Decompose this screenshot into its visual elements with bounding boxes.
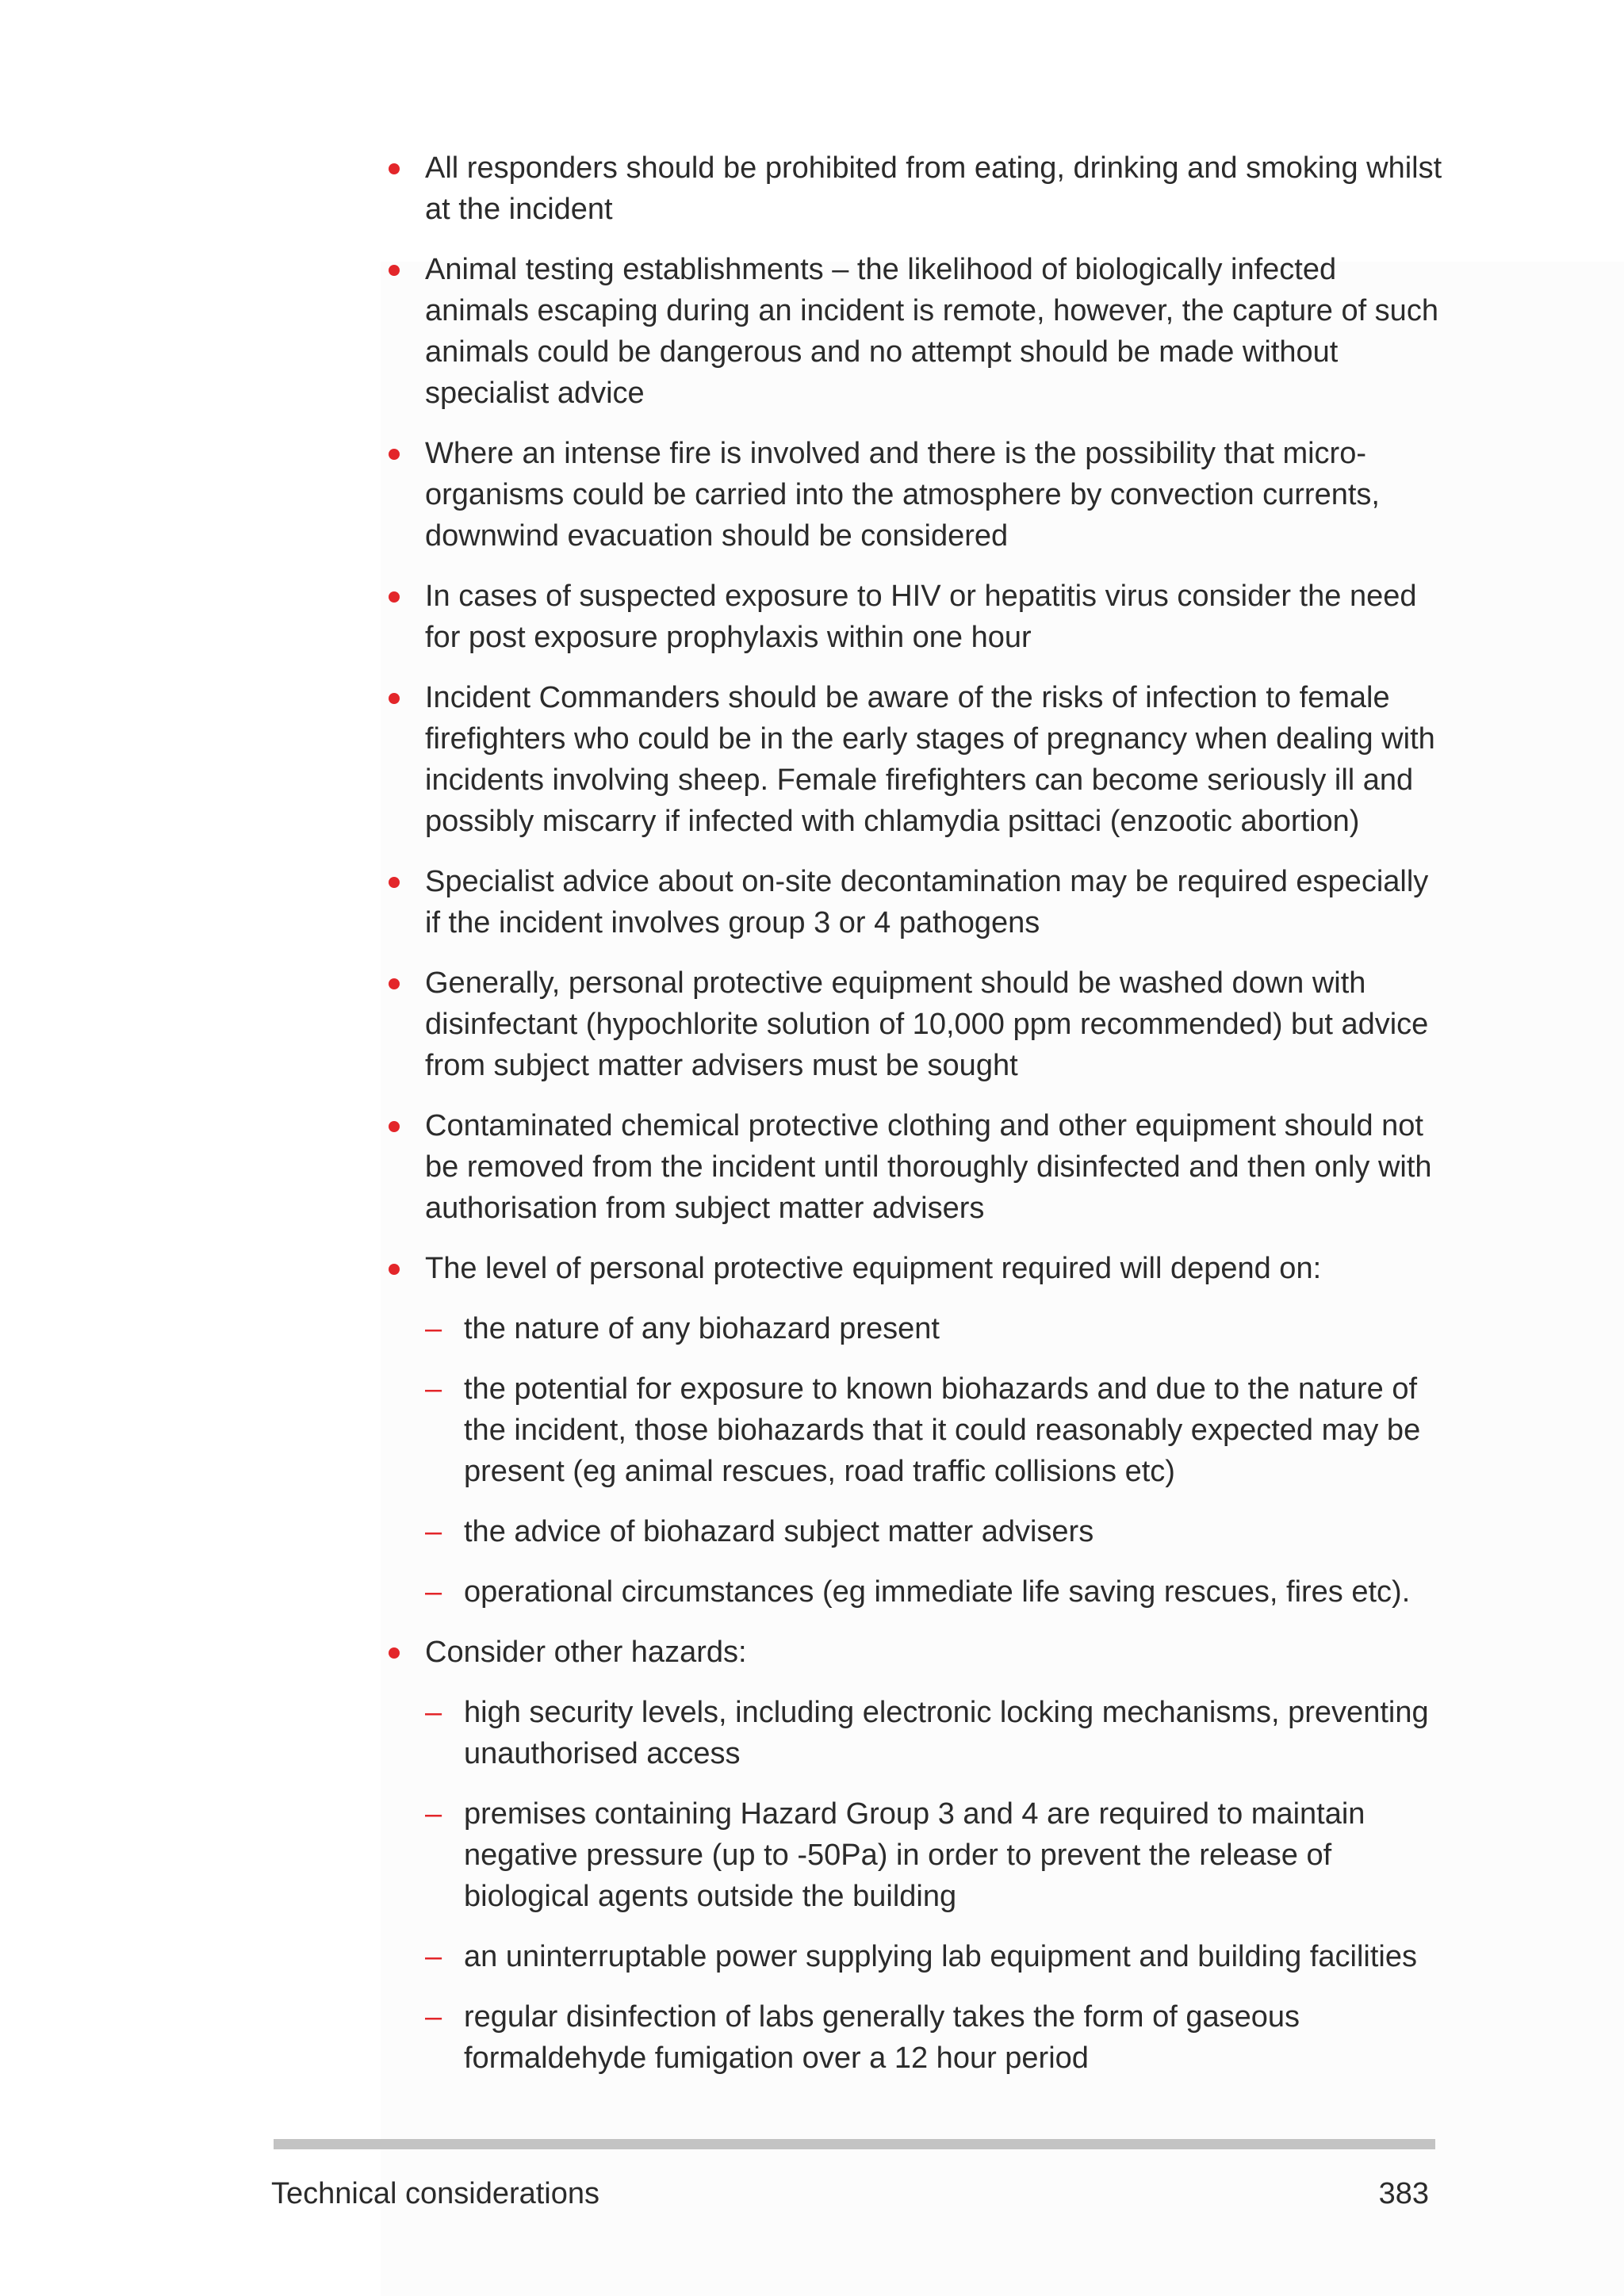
sub-list-item-text: the nature of any biohazard present (464, 1312, 940, 1345)
sub-list-item-text: the potential for exposure to known biohazards and due to the nature of the incident, those biohazards that it could reasonably expected may be present (eg animal rescues, road traffic collisions etc) (464, 1372, 1421, 1488)
footer-divider (274, 2139, 1435, 2149)
bullet-list (381, 147, 1443, 2098)
list-item-text: Specialist advice about on-site decontamination may be required especially if the incident involves group 3 or 4 pathogens (425, 865, 1429, 939)
dash-icon: – (425, 2000, 442, 2034)
list-item (381, 576, 1443, 658)
bullet-dot-icon (389, 449, 400, 460)
page-number: 383 (1378, 2177, 1429, 2210)
dash-icon: – (425, 1797, 442, 1831)
sub-list-item (381, 1793, 1443, 1917)
sub-list-item-text: regular disinfection of labs generally takes the form of gaseous formaldehyde fumigation over a 12 hour period (464, 2000, 1300, 2075)
sub-list-item-text: the advice of biohazard subject matter advisers (464, 1515, 1094, 1548)
list-item (381, 1248, 1443, 1289)
sub-list-item-text: operational circumstances (eg immediate life saving rescues, fires etc). (464, 1575, 1411, 1609)
footer-section-title: Technical considerations (271, 2177, 600, 2210)
bullet-dot-icon (389, 591, 400, 603)
dash-icon: – (425, 1515, 442, 1548)
list-item-text: Generally, personal protective equipment should be washed down with disinfectant (hypochlorite solution of 10,000 ppm recommended) but advice from subject matter advisers must be sought (425, 966, 1429, 1082)
list-item (381, 962, 1443, 1086)
list-item (381, 433, 1443, 557)
list-item-text: Where an intense fire is involved and there is the possibility that micro-organisms could be carried into the atmosphere by convection currents, downwind evacuation should be considered (425, 437, 1380, 553)
sub-list-item (381, 1571, 1443, 1613)
bullet-dot-icon (389, 1264, 400, 1275)
list-item-text: Contaminated chemical protective clothing and other equipment should not be removed from the incident until thoroughly disinfected and then only with authorisation from subject matter advisers (425, 1109, 1432, 1225)
list-item (381, 861, 1443, 943)
list-item (381, 1105, 1443, 1229)
bullet-dot-icon (389, 163, 400, 174)
bullet-dot-icon (389, 693, 400, 704)
list-item (381, 1632, 1443, 1673)
sub-list-item (381, 1936, 1443, 1977)
dash-icon: – (425, 1575, 442, 1609)
sub-list-item (381, 1368, 1443, 1492)
list-item-text: The level of personal protective equipment required will depend on: (425, 1252, 1322, 1285)
sub-list-item-text: high security levels, including electronic locking mechanisms, preventing unauthorised access (464, 1696, 1429, 1770)
list-item (381, 147, 1443, 230)
sub-list-item-text: an uninterruptable power supplying lab equipment and building facilities (464, 1940, 1418, 1973)
bullet-dot-icon (389, 1647, 400, 1659)
list-item (381, 677, 1443, 842)
sub-list-item (381, 1996, 1443, 2079)
list-item-text: Incident Commanders should be aware of the risks of infection to female firefighters who could be in the early stages of pregnancy when dealing with incidents involving sheep. Female firefighters can become seriously ill and possibly miscarry if infected with chlamydia psittaci (enzootic abortion) (425, 681, 1435, 838)
list-item-text: Consider other hazards: (425, 1636, 747, 1669)
sub-list-item (381, 1308, 1443, 1349)
list-item (381, 249, 1443, 414)
bullet-dot-icon (389, 877, 400, 888)
bullet-dot-icon (389, 265, 400, 276)
sub-list-item (381, 1511, 1443, 1552)
sub-list-item (381, 1692, 1443, 1774)
sub-list-item-text: premises containing Hazard Group 3 and 4 are required to maintain negative pressure (up to -50Pa) in order to prevent the release of biological agents outside the building (464, 1797, 1365, 1913)
bullet-dot-icon (389, 1121, 400, 1132)
bullet-dot-icon (389, 978, 400, 989)
list-item-text: All responders should be prohibited from eating, drinking and smoking whilst at the incident (425, 151, 1442, 226)
dash-icon: – (425, 1696, 442, 1729)
list-item-text: In cases of suspected exposure to HIV or hepatitis virus consider the need for post exposure prophylaxis within one hour (425, 580, 1417, 654)
dash-icon: – (425, 1372, 442, 1406)
dash-icon: – (425, 1940, 442, 1973)
dash-icon: – (425, 1312, 442, 1345)
list-item-text: Animal testing establishments – the likelihood of biologically infected animals escaping during an incident is remote, however, the capture of such animals could be dangerous and no attempt should be made without specialist advice (425, 253, 1438, 410)
